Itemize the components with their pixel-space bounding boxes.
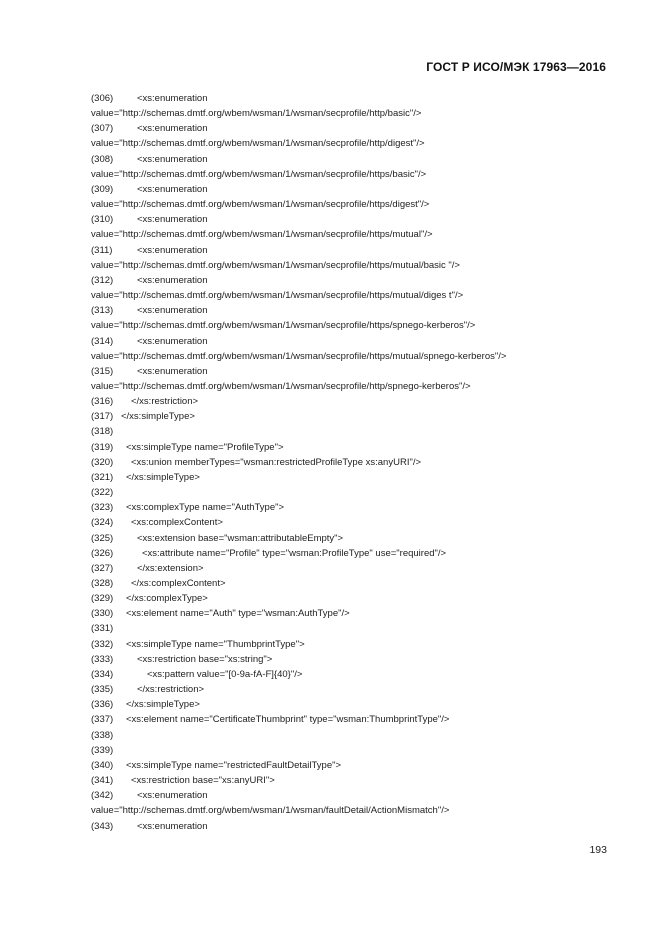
code-line <box>91 667 631 682</box>
line-text: <xs:enumeration <box>137 244 208 256</box>
line-text: <xs:enumeration <box>137 820 208 832</box>
line-text: <xs:union memberTypes="wsman:restrictedProfileType xs:anyURI"/> <box>131 456 422 468</box>
line-number: (313) <box>91 305 114 317</box>
line-number: (316) <box>91 396 114 408</box>
code-line <box>91 197 631 212</box>
line-number: (331) <box>91 623 114 635</box>
line-text: value="http://schemas.dmtf.org/wbem/wsman/1/wsman/secprofile/https/spnego-kerberos"/> <box>91 320 476 332</box>
line-number: (339) <box>91 744 114 756</box>
line-number: (308) <box>91 153 114 165</box>
line-number: (321) <box>91 471 114 483</box>
line-text: <xs:simpleType name="restrictedFaultDetailType"> <box>126 759 342 771</box>
code-line <box>91 788 631 803</box>
code-line <box>91 243 631 258</box>
code-line <box>91 288 631 303</box>
code-line <box>91 561 631 576</box>
code-line <box>91 273 631 288</box>
code-line <box>91 394 631 409</box>
line-number: (335) <box>91 684 114 696</box>
line-number: (333) <box>91 653 114 665</box>
code-line <box>91 606 631 621</box>
line-number: (328) <box>91 578 114 589</box>
code-line <box>91 758 631 773</box>
code-line <box>91 637 631 652</box>
code-line <box>91 303 631 318</box>
line-text: </xs:simpleType> <box>126 699 200 711</box>
line-text: <xs:extension base="wsman:attributableEmpty"> <box>137 532 344 544</box>
code-line <box>91 591 631 606</box>
code-line <box>91 379 631 394</box>
line-text: </xs:restriction> <box>131 396 199 408</box>
code-line <box>91 152 631 167</box>
line-number: (332) <box>91 638 114 650</box>
line-text: value="http://schemas.dmtf.org/wbem/wsman/1/wsman/secprofile/http/spnego-kerberos"/> <box>91 380 471 392</box>
line-number: (325) <box>91 532 114 544</box>
code-line <box>91 182 631 197</box>
line-number: (312) <box>91 274 114 286</box>
code-line <box>91 682 631 697</box>
line-text: <xs:enumeration <box>137 365 208 377</box>
code-line <box>91 728 631 743</box>
line-number: (330) <box>91 608 114 620</box>
code-line <box>91 409 631 424</box>
code-line <box>91 424 631 439</box>
code-line <box>91 121 631 136</box>
code-line <box>91 349 631 364</box>
line-number: (315) <box>91 365 114 377</box>
line-number: (338) <box>91 729 114 741</box>
line-number: (324) <box>91 517 114 529</box>
code-line <box>91 621 631 636</box>
page-number: 193 <box>589 844 607 856</box>
line-number: (343) <box>91 820 114 832</box>
code-line <box>91 697 631 712</box>
line-text: <xs:enumeration <box>137 305 208 317</box>
code-line <box>91 364 631 379</box>
line-text: value="http://schemas.dmtf.org/wbem/wsman/1/wsman/secprofile/https/mutual/spnego-kerberos"/> <box>91 350 507 362</box>
code-line <box>91 485 631 500</box>
line-text: value="http://schemas.dmtf.org/wbem/wsman/1/wsman/secprofile/https/mutual/basic "/> <box>91 259 460 271</box>
line-text: value="http://schemas.dmtf.org/wbem/wsman/1/wsman/faultDetail/ActionMismatch"/> <box>91 805 450 817</box>
code-line <box>91 773 631 788</box>
line-text: <xs:restriction base="xs:string"> <box>137 653 273 665</box>
line-number: (336) <box>91 699 114 711</box>
line-text: <xs:element name="Auth" type="wsman:AuthType"/> <box>126 608 350 620</box>
line-text: <xs:simpleType name="ProfileType"> <box>126 441 284 453</box>
line-text: </xs:complexContent> <box>131 578 226 589</box>
line-text: </xs:simpleType> <box>126 471 200 483</box>
line-text: </xs:restriction> <box>137 684 205 696</box>
line-text: <xs:pattern value="[0-9a-fA-F]{40}"/> <box>147 668 303 680</box>
line-text: <xs:enumeration <box>137 214 208 226</box>
line-text: <xs:complexContent> <box>131 517 223 529</box>
line-text: value="http://schemas.dmtf.org/wbem/wsman/1/wsman/secprofile/https/basic"/> <box>91 168 427 180</box>
line-number: (334) <box>91 668 114 680</box>
line-text: value="http://schemas.dmtf.org/wbem/wsman/1/wsman/secprofile/http/basic"/> <box>91 108 422 120</box>
line-number: (317) <box>91 411 114 423</box>
line-text: </xs:simpleType> <box>121 411 195 423</box>
line-text: <xs:simpleType name="ThumbprintType"> <box>126 638 305 650</box>
code-line <box>91 318 631 333</box>
code-line <box>91 258 631 273</box>
line-number: (323) <box>91 502 114 514</box>
code-line <box>91 546 631 561</box>
code-line <box>91 227 631 242</box>
line-text: <xs:attribute name="Profile" type="wsman:ProfileType" use="required"/> <box>142 547 447 559</box>
line-number: (322) <box>91 487 114 499</box>
code-line <box>91 455 631 470</box>
line-number: (341) <box>91 775 114 787</box>
code-line <box>91 743 631 758</box>
line-number: (307) <box>91 123 114 135</box>
code-line <box>91 212 631 227</box>
line-text: <xs:enumeration <box>137 153 208 165</box>
line-number: (329) <box>91 593 114 605</box>
line-number: (342) <box>91 790 114 802</box>
line-text: <xs:complexType name="AuthType"> <box>126 502 285 514</box>
line-text: <xs:enumeration <box>137 274 208 286</box>
line-number: (318) <box>91 426 114 438</box>
line-text: value="http://schemas.dmtf.org/wbem/wsman/1/wsman/secprofile/http/digest"/> <box>91 138 425 150</box>
code-line <box>91 712 631 727</box>
code-line <box>91 803 631 818</box>
code-listing <box>91 91 631 834</box>
code-line <box>91 652 631 667</box>
line-text: <xs:enumeration <box>137 335 208 347</box>
line-number: (311) <box>91 244 113 256</box>
code-line <box>91 819 631 834</box>
line-text: <xs:enumeration <box>137 790 208 802</box>
code-line <box>91 531 631 546</box>
line-text: <xs:element name="CertificateThumbprint" type="wsman:ThumbprintType"/> <box>126 714 450 726</box>
line-number: (319) <box>91 441 114 453</box>
code-line <box>91 440 631 455</box>
line-text: value="http://schemas.dmtf.org/wbem/wsman/1/wsman/secprofile/https/digest"/> <box>91 199 430 211</box>
line-number: (337) <box>91 714 114 726</box>
line-number: (340) <box>91 759 114 771</box>
line-text: </xs:extension> <box>137 562 204 574</box>
line-text: <xs:enumeration <box>137 183 208 195</box>
line-number: (309) <box>91 183 114 195</box>
line-number: (310) <box>91 214 114 226</box>
code-line <box>91 334 631 349</box>
line-text: <xs:enumeration <box>137 123 208 135</box>
line-number: (306) <box>91 93 114 104</box>
line-number: (320) <box>91 456 114 468</box>
code-line <box>91 167 631 182</box>
line-number: (314) <box>91 335 114 347</box>
document-header: ГОСТ Р ИСО/МЭК 17963—2016 <box>426 60 606 74</box>
line-number: (327) <box>91 562 114 574</box>
line-text: </xs:complexType> <box>126 593 208 605</box>
line-text: <xs:enumeration <box>137 93 208 104</box>
line-text: value="http://schemas.dmtf.org/wbem/wsman/1/wsman/secprofile/https/mutual/diges t"/> <box>91 290 464 302</box>
line-text: value="http://schemas.dmtf.org/wbem/wsman/1/wsman/secprofile/https/mutual"/> <box>91 229 433 241</box>
code-line <box>91 136 631 151</box>
line-text: <xs:restriction base="xs:anyURI"> <box>131 775 275 787</box>
code-line <box>91 515 631 530</box>
code-line <box>91 91 631 106</box>
code-line <box>91 106 631 121</box>
code-line <box>91 576 631 591</box>
code-line <box>91 500 631 515</box>
line-number: (326) <box>91 547 114 559</box>
code-line <box>91 470 631 485</box>
